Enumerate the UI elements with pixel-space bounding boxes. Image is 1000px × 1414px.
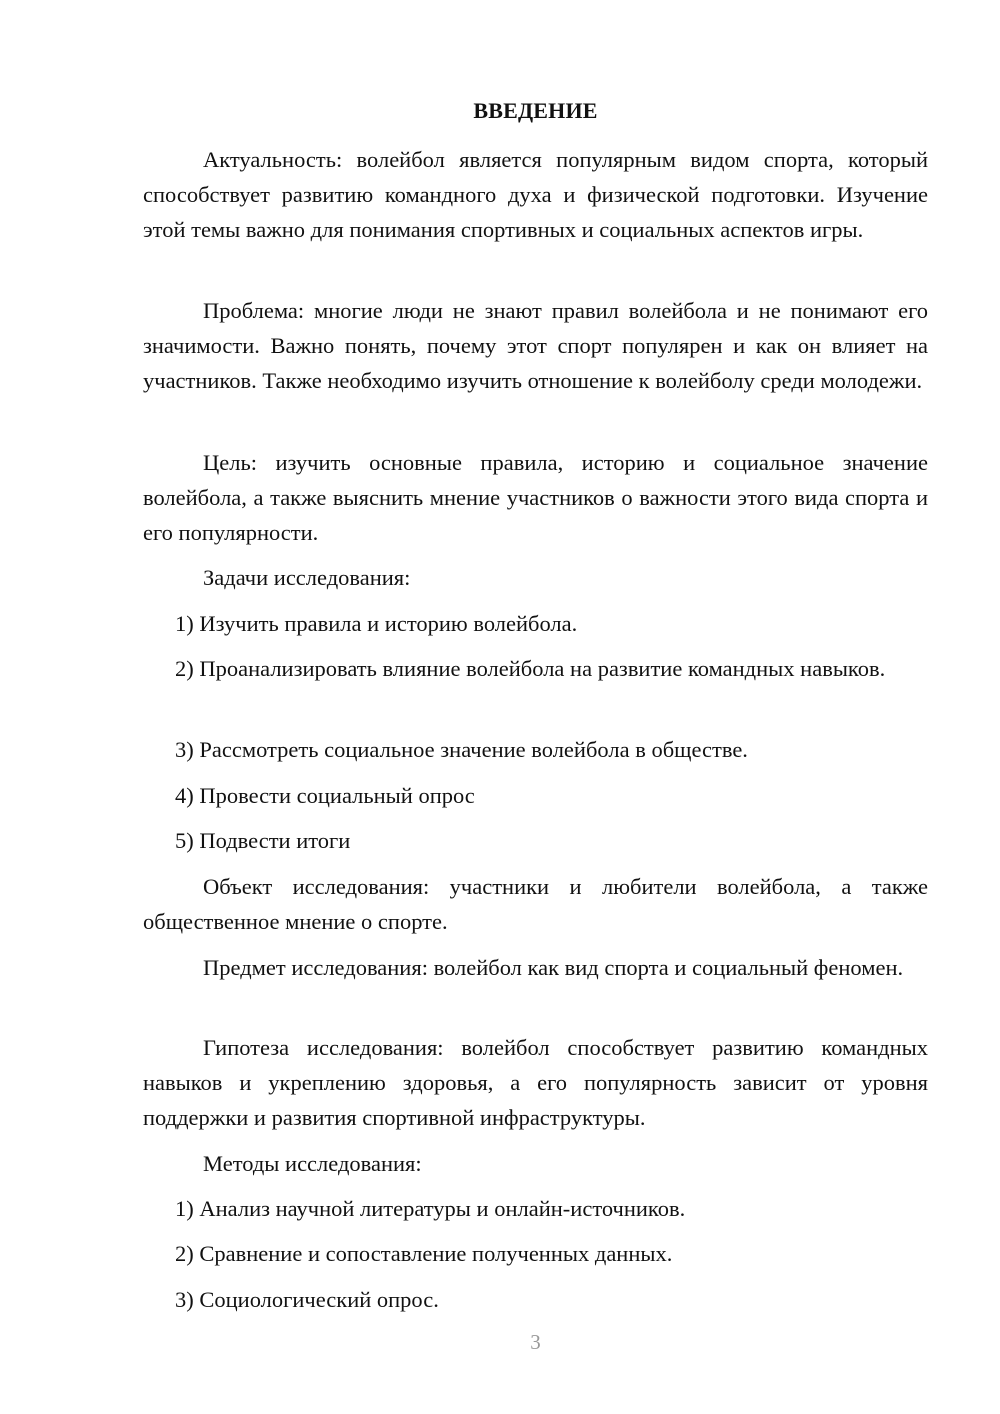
paragraph-subject: Предмет исследования: волейбол как вид спорта и социальный феномен. [203,955,904,980]
paragraph-methods-heading: Методы исследования: [203,1151,422,1176]
task-item: 4) Провести социальный опрос [175,783,475,808]
task-item: 3) Рассмотреть социальное значение волейбола в обществе. [175,737,748,762]
task-item: 5) Подвести итоги [175,828,351,853]
task-item: 1) Изучить правила и историю волейбола. [175,611,578,636]
paragraph-tasks-heading: Задачи исследования: [203,565,411,590]
paragraph-problem: Проблема: многие люди не знают правил волейбола и не понимают его значимости. Важно понять, почему этот спорт популярен и как он влияет на участников. Также необходимо изучить отношение к волейболу среди молодежи. [143,298,928,393]
task-item: 2) Проанализировать влияние волейбола на развитие командных навыков. [175,656,886,681]
paragraph-goal: Цель: изучить основные правила, историю и социальное значение волейбола, а также выяснить мнение участников о важности этого вида спорта и его популярности. [143,450,928,545]
method-item: 2) Сравнение и сопоставление полученных данных. [175,1241,673,1266]
page-number: 3 [530,1330,541,1354]
method-item: 3) Социологический опрос. [175,1287,439,1312]
section-title: ВВЕДЕНИЕ [473,98,598,123]
paragraph-object: Объект исследования: участники и любители волейбола, а также общественное мнение о спорте. [143,874,928,934]
method-item: 1) Анализ научной литературы и онлайн-источников. [175,1196,686,1221]
paragraph-hypothesis: Гипотеза исследования: волейбол способствует развитию командных навыков и укреплению здоровья, а его популярность зависит от уровня поддержки и развития спортивной инфраструктуры. [143,1035,928,1130]
document-page [143,0,928,1414]
paragraph-relevance: Актуальность: волейбол является популярным видом спорта, который способствует развитию командного духа и физической подготовки. Изучение этой темы важно для понимания спортивных и социальных аспектов игры. [143,147,928,242]
